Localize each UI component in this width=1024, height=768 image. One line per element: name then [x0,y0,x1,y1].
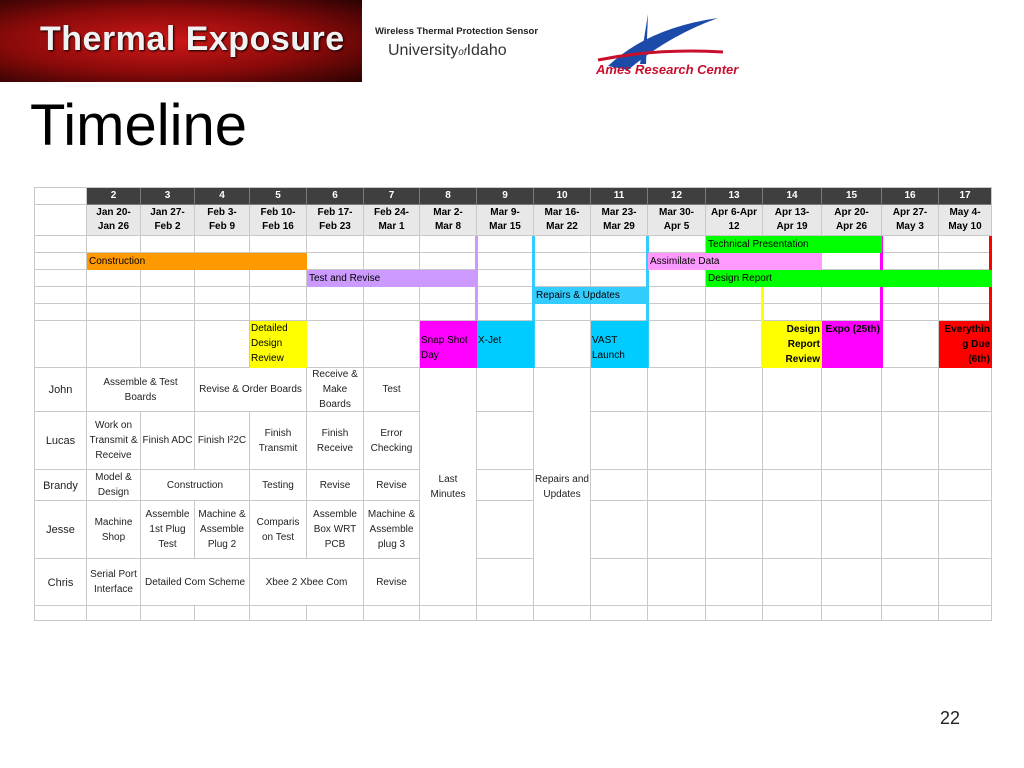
grid-cell [882,559,939,606]
task-cell: Assemble 1st Plug Test [141,501,195,559]
task-cell: Finish Receive [307,412,364,470]
university-text: University [388,42,459,59]
week-start: Feb 3- [207,207,237,218]
grid-cell [477,559,534,606]
grid-cell [882,253,939,270]
week-start: Jan 20- [96,207,131,218]
week-dates [939,205,992,236]
task-cell: Assemble & Test Boards [87,368,195,412]
ames-text: Ames Research Center [596,62,739,77]
grid-cell [250,287,307,304]
grid-cell [307,287,364,304]
grid-cell [420,253,477,270]
grid-cell [534,236,591,253]
grid-cell [364,287,420,304]
task-cell: Finish I²2C [195,412,250,470]
week-start: Mar 16- [544,207,580,218]
week-end: Feb 16 [262,221,294,232]
milestone-snap: Snap Shot Day [420,321,477,368]
week-start: Feb 24- [373,207,409,218]
grid-cell [648,287,706,304]
task-cell: Comparis on Test [250,501,307,559]
grid-cell [307,606,364,621]
week-number: 12 [648,187,706,205]
week-end: Mar 8 [434,221,462,232]
grid-cell [34,187,87,205]
week-dates [364,205,420,236]
task-cell: Serial Port Interface [87,559,141,606]
grid-cell [34,304,87,321]
university-of: of [458,47,467,58]
milestone-vast: VAST Launch [591,321,648,368]
grid-cell [822,501,882,559]
grid-cell [822,606,882,621]
task-cell: Last Minutes [420,368,477,606]
week-end: Feb 9 [208,221,236,232]
person-lucas: Lucas [45,435,76,447]
grid-cell [591,236,648,253]
grid-cell [420,304,477,321]
grid-cell [591,559,648,606]
grid-cell [882,470,939,501]
week-number: 10 [534,187,591,205]
grid-cell [250,236,307,253]
grid-cell [34,236,87,253]
week-start: Apr 6-Apr [710,207,758,218]
banner-title: Thermal Exposure [40,20,345,58]
task-cell: Xbee 2 Xbee Com [250,559,364,606]
week-start: Jan 27- [150,207,185,218]
grid-cell [706,559,763,606]
grid-cell [87,304,141,321]
grid-cell [364,253,420,270]
week-dates [591,205,648,236]
grid-cell [939,236,992,253]
week-end: Feb 2 [154,221,181,232]
week-number: 7 [364,187,420,205]
grid-cell [34,287,87,304]
grid-cell [34,270,87,287]
grid-cell [939,304,992,321]
milestone-everything: Everythin g Due (6th) [939,321,992,368]
week-end: Apr 19 [776,221,808,232]
week-end: Mar 22 [546,221,578,232]
task-cell: Detailed Com Scheme [141,559,250,606]
grid-cell [939,368,992,412]
grid-cell [195,321,250,368]
grid-cell [364,304,420,321]
week-end: May 10 [948,221,982,232]
banner [0,0,362,82]
grid-cell [477,270,534,287]
grid-cell [195,236,250,253]
grid-cell [939,501,992,559]
grid-cell [706,606,763,621]
task-cell: Testing [250,470,307,501]
grid-cell [648,606,706,621]
grid-cell [307,321,364,368]
week-number: 8 [420,187,477,205]
grid-cell [591,412,648,470]
week-dates [763,205,822,236]
grid-cell [34,253,87,270]
grid-cell [706,368,763,412]
week-start: Mar 9- [490,207,520,218]
grid-cell [939,253,992,270]
grid-cell [822,368,882,412]
task-cell: Machine & Assemble Plug 2 [195,501,250,559]
milestone-detailed-design: Detailed Design Review [250,321,307,368]
grid-cell [882,412,939,470]
bar-design-report: Design Report [706,270,992,287]
bar-construction: Construction [87,253,307,270]
university-logo [388,42,507,60]
grid-cell [648,501,706,559]
week-number: 5 [250,187,307,205]
task-cell: Machine & Assemble plug 3 [364,501,420,559]
week-dates [706,205,763,236]
grid-cell [591,304,648,321]
grid-cell [307,253,364,270]
grid-cell [939,559,992,606]
task-cell: Revise [364,559,420,606]
grid-cell [34,205,87,236]
week-number: 2 [87,187,141,205]
grid-cell [763,368,822,412]
grid-cell [706,287,763,304]
grid-cell [763,470,822,501]
grid-cell [648,236,706,253]
grid-cell [882,501,939,559]
week-dates [250,205,307,236]
grid-cell [591,270,648,287]
grid-cell [591,606,648,621]
grid-cell [763,304,822,321]
week-dates [477,205,534,236]
week-start: Apr 27- [892,207,928,218]
grid-cell [195,304,250,321]
grid-cell [534,606,591,621]
grid-cell [591,470,648,501]
grid-cell [141,304,195,321]
grid-cell [882,287,939,304]
grid-cell [706,321,763,368]
grid-cell [648,559,706,606]
grid-cell [822,412,882,470]
timeline-grid [34,187,992,622]
grid-cell [939,606,992,621]
grid-cell [364,606,420,621]
week-dates [87,205,141,236]
week-dates [882,205,939,236]
week-dates [648,205,706,236]
grid-cell [882,304,939,321]
bar-repairs: Repairs & Updates [534,287,648,304]
grid-cell [477,368,534,412]
university-idaho: Idaho [466,42,507,59]
grid-cell [648,368,706,412]
grid-cell [648,412,706,470]
grid-cell [364,236,420,253]
grid-cell [141,287,195,304]
grid-cell [141,236,195,253]
week-end: Mar 15 [489,221,521,232]
grid-cell [141,321,195,368]
week-dates [141,205,195,236]
bar-test-revise: Test and Revise [307,270,477,287]
grid-cell [534,270,591,287]
grid-cell [477,287,534,304]
task-cell: Construction [141,470,250,501]
page-title: Timeline [30,93,248,158]
week-number: 3 [141,187,195,205]
grid-cell [364,321,420,368]
grid-cell [250,270,307,287]
grid-cell [87,270,141,287]
grid-cell [420,606,477,621]
task-cell: Model & Design [87,470,141,501]
page-number: 22 [940,708,961,728]
grid-cell [822,559,882,606]
week-end: May 3 [896,221,924,232]
grid-cell [763,501,822,559]
week-end: Apr 5 [663,221,690,232]
grid-cell [763,559,822,606]
week-number: 4 [195,187,250,205]
grid-cell [34,321,87,368]
bar-technical: Technical Presentation [706,236,882,253]
grid-cell [706,501,763,559]
grid-cell [87,287,141,304]
grid-cell [87,236,141,253]
grid-cell [477,470,534,501]
week-number: 9 [477,187,534,205]
grid-cell [250,304,307,321]
person-john: John [48,384,73,396]
grid-cell [882,606,939,621]
grid-cell [477,253,534,270]
grid-cell [706,412,763,470]
grid-cell [706,304,763,321]
grid-cell [822,253,882,270]
task-cell: Receive & Make Boards [307,368,364,412]
week-end: Apr 26 [835,221,868,232]
week-number: 17 [939,187,992,205]
grid-cell [939,412,992,470]
grid-cell [534,253,591,270]
week-dates [822,205,882,236]
week-number: 13 [706,187,763,205]
task-cell: Revise [307,470,364,501]
milestone-design-report-review: Design Report Review [763,321,822,368]
grid-cell [534,304,591,321]
grid-cell [87,606,141,621]
grid-cell [250,606,307,621]
week-end: Jan 26 [97,221,130,232]
week-number: 6 [307,187,364,205]
grid-cell [307,236,364,253]
person-brandy: Brandy [43,479,78,492]
week-end: Feb 23 [319,221,351,232]
grid-cell [477,304,534,321]
grid-cell [648,270,706,287]
milestone-expo: Expo (25th) [822,321,882,368]
grid-cell [882,321,939,368]
grid-cell [195,270,250,287]
week-number: 15 [822,187,882,205]
week-dates [534,205,591,236]
task-cell: Repairs and Updates [534,368,591,606]
grid-cell [648,304,706,321]
week-start: Feb 10- [260,207,296,218]
task-cell: Work on Transmit & Receive [87,412,141,470]
bar-assimilate: Assimilate Data [648,253,822,270]
grid-cell [822,304,882,321]
task-cell: Assemble Box WRT PCB [307,501,364,559]
grid-cell [34,606,87,621]
week-end: 12 [728,221,740,232]
grid-cell [591,501,648,559]
week-start: Mar 2- [433,207,463,218]
week-end: Mar 1 [378,221,405,232]
grid-cell [477,412,534,470]
grid-cell [706,470,763,501]
grid-cell [477,236,534,253]
week-dates [307,205,364,236]
task-cell: Test [364,368,420,412]
week-number: 14 [763,187,822,205]
grid-cell [141,270,195,287]
grid-cell [420,236,477,253]
person-chris: Chris [47,576,74,589]
grid-cell [477,501,534,559]
grid-cell [141,606,195,621]
week-start: Mar 23- [601,207,637,218]
week-number: 11 [591,187,648,205]
grid-cell [939,287,992,304]
grid-cell [822,470,882,501]
week-start: Mar 30- [658,207,694,218]
task-cell: Finish ADC [141,412,195,470]
week-end: Mar 29 [603,221,635,232]
grid-cell [763,412,822,470]
week-start: May 4- [949,207,981,218]
grid-cell [477,606,534,621]
week-start: Apr 13- [774,207,810,218]
grid-cell [534,321,591,368]
week-number: 16 [882,187,939,205]
grid-cell [882,368,939,412]
grid-cell [648,470,706,501]
task-cell: Error Checking [364,412,420,470]
grid-cell [648,321,706,368]
grid-cell [420,287,477,304]
task-cell: Machine Shop [87,501,141,559]
task-cell: Revise [364,470,420,501]
milestone-xjet: X-Jet [477,321,534,368]
week-dates [195,205,250,236]
grid-cell [87,321,141,368]
grid-cell [763,606,822,621]
grid-cell [882,236,939,253]
person-jesse: Jesse [46,524,75,536]
week-dates [420,205,477,236]
week-start: Apr 20- [834,207,869,218]
week-start: Feb 17- [317,207,353,218]
grid-cell [307,304,364,321]
task-cell: Finish Transmit [250,412,307,470]
grid-cell [822,287,882,304]
grid-cell [195,606,250,621]
grid-cell [195,287,250,304]
grid-cell [939,470,992,501]
grid-cell [763,287,822,304]
grid-cell [591,368,648,412]
grid-cell [591,253,648,270]
task-cell: Revise & Order Boards [195,368,307,412]
project-subtitle: Wireless Thermal Protection Sensor [375,26,539,37]
